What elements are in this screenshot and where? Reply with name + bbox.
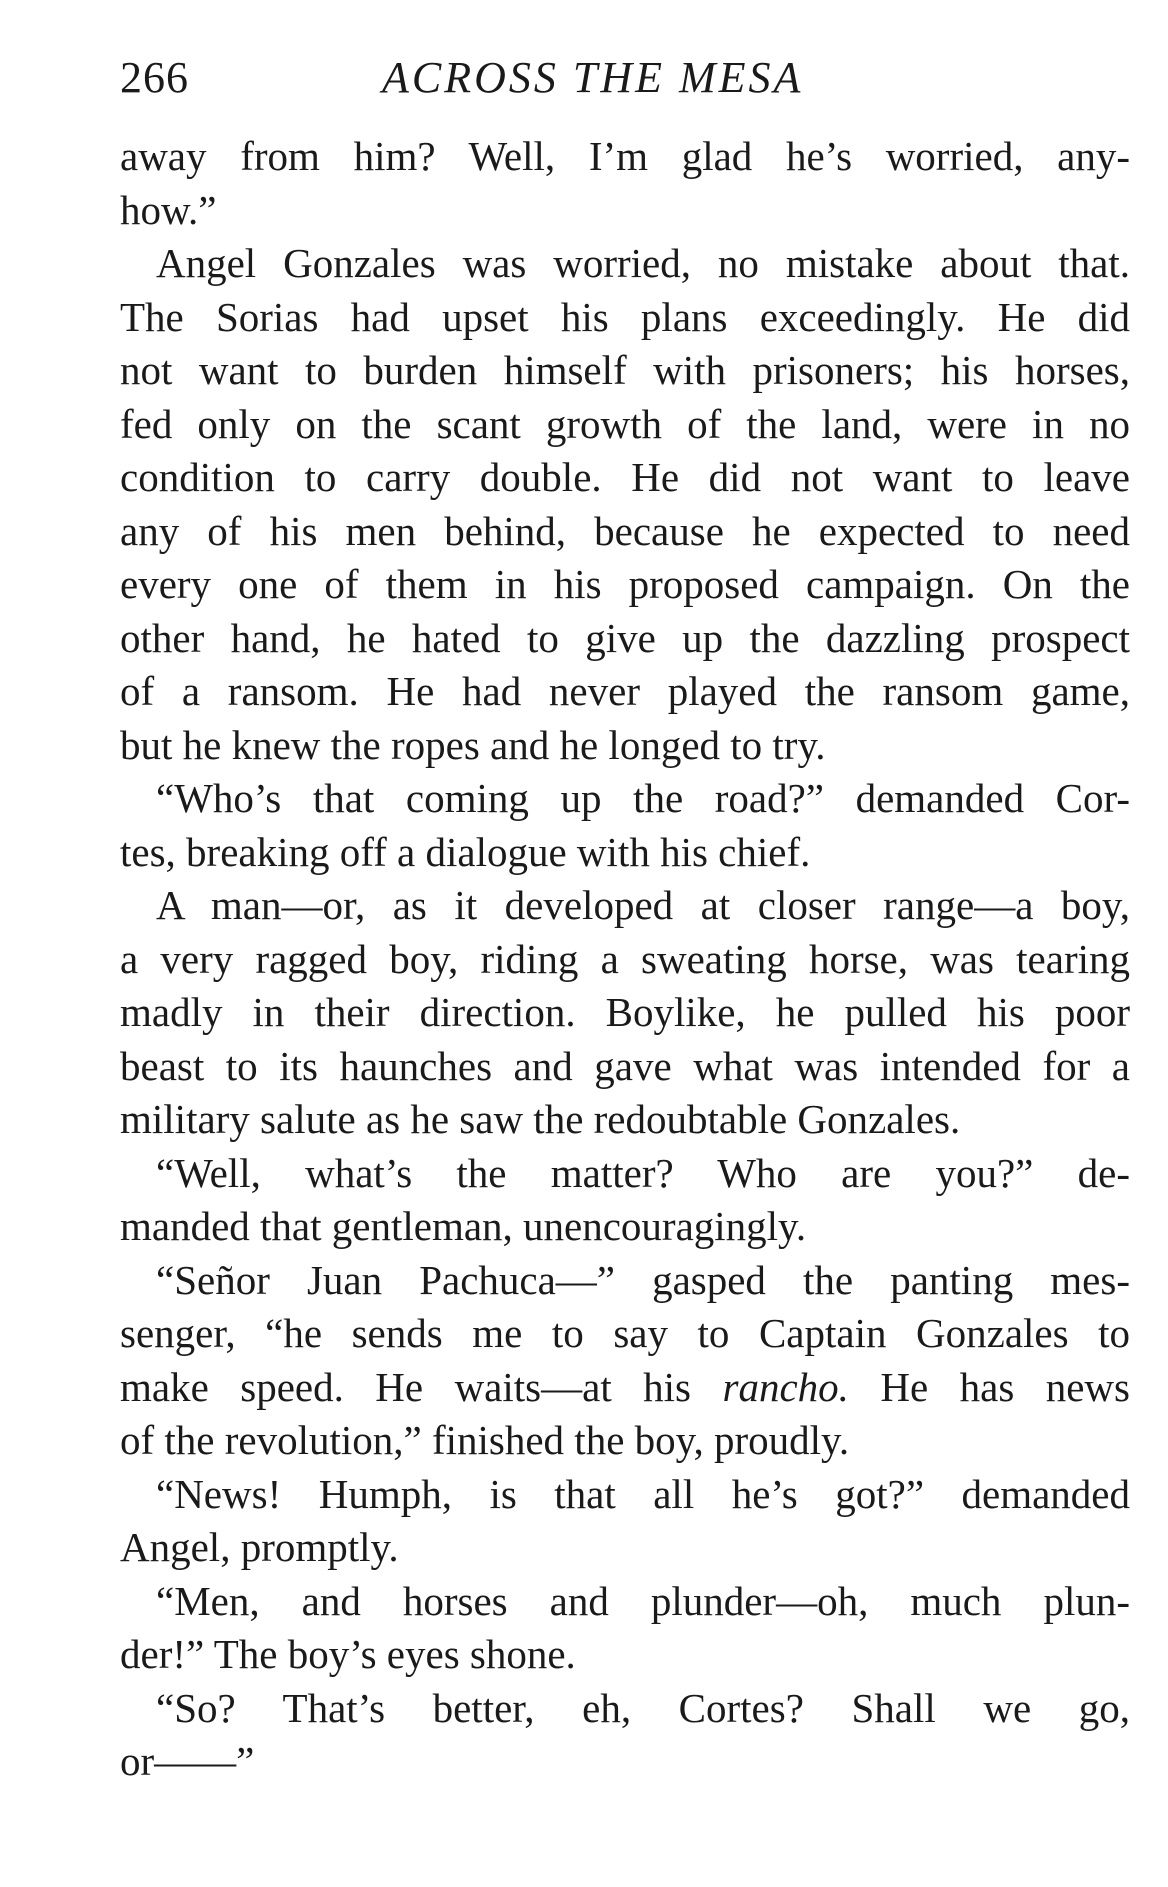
paragraph bbox=[120, 237, 1130, 772]
text-line: a very ragged boy, riding a sweating horse, was tearing bbox=[120, 935, 1130, 982]
text-line: every one of them in his proposed campaign. On the bbox=[120, 561, 1130, 607]
running-title: ACROSS THE MESA bbox=[382, 53, 804, 102]
text-line: fed only on the scant growth of the land, were in no bbox=[120, 400, 1130, 447]
text-line: der!” The boy’s eyes shone. bbox=[120, 1631, 576, 1677]
paragraph bbox=[120, 1682, 1130, 1789]
paragraph bbox=[120, 1147, 1130, 1254]
paragraph bbox=[120, 772, 1130, 879]
text-line: not want to burden himself with prisoners; his horses, bbox=[120, 347, 1130, 393]
text-line: military salute as he saw the redoubtable Gonzales. bbox=[120, 1096, 961, 1142]
text-line: Angel Gonzales was worried, no mistake about that. bbox=[156, 240, 1130, 286]
text-line: make speed. He waits—at his rancho. He has news bbox=[120, 1363, 1130, 1410]
text-line: or——” bbox=[120, 1738, 255, 1784]
text-line: manded that gentleman, unencouragingly. bbox=[120, 1203, 807, 1249]
text-line: tes, breaking off a dialogue with his chief. bbox=[120, 828, 811, 875]
text-line: Angel, promptly. bbox=[120, 1524, 399, 1570]
text-line: “Well, what’s the matter? Who are you?” de- bbox=[156, 1149, 1130, 1196]
text-line: condition to carry double. He did not want to leave bbox=[120, 454, 1130, 500]
text-line: A man—or, as it developed at closer range—a boy, bbox=[156, 882, 1130, 928]
text-line: The Sorias had upset his plans exceedingly. He did bbox=[120, 293, 1130, 340]
book-page bbox=[120, 52, 1130, 1789]
paragraph bbox=[120, 1468, 1130, 1575]
text-line: other hand, he hated to give up the dazzling prospect bbox=[120, 614, 1130, 661]
text-line: “So? That’s better, eh, Cortes? Shall we go, bbox=[156, 1684, 1130, 1731]
text-line: any of his men behind, because he expected to need bbox=[120, 507, 1130, 554]
text-line: beast to its haunches and gave what was intended for a bbox=[120, 1042, 1130, 1089]
text-line: away from him? Well, I’m glad he’s worried, any- bbox=[120, 133, 1130, 179]
text-line: senger, “he sends me to say to Captain Gonzales to bbox=[120, 1310, 1130, 1356]
paragraph bbox=[120, 130, 1130, 237]
text-line: of the revolution,” finished the boy, proudly. bbox=[120, 1417, 850, 1463]
text-line: but he knew the ropes and he longed to try. bbox=[120, 721, 826, 768]
page-header bbox=[120, 52, 1130, 108]
text-line: “Señor Juan Pachuca—” gasped the panting mes- bbox=[156, 1256, 1130, 1303]
body-text bbox=[120, 130, 1130, 1789]
text-line: “Men, and horses and plunder—oh, much plun- bbox=[156, 1577, 1130, 1624]
text-line: “Who’s that coming up the road?” demanded Cor- bbox=[156, 775, 1130, 821]
page-number: 266 bbox=[120, 53, 189, 102]
text-line: “News! Humph, is that all he’s got?” demanded bbox=[156, 1470, 1130, 1517]
text-line: madly in their direction. Boylike, he pulled his poor bbox=[120, 989, 1130, 1035]
paragraph bbox=[120, 1254, 1130, 1468]
paragraph bbox=[120, 1575, 1130, 1682]
paragraph bbox=[120, 879, 1130, 1147]
text-line: how.” bbox=[120, 186, 217, 233]
text-line: of a ransom. He had never played the ransom game, bbox=[120, 668, 1130, 714]
